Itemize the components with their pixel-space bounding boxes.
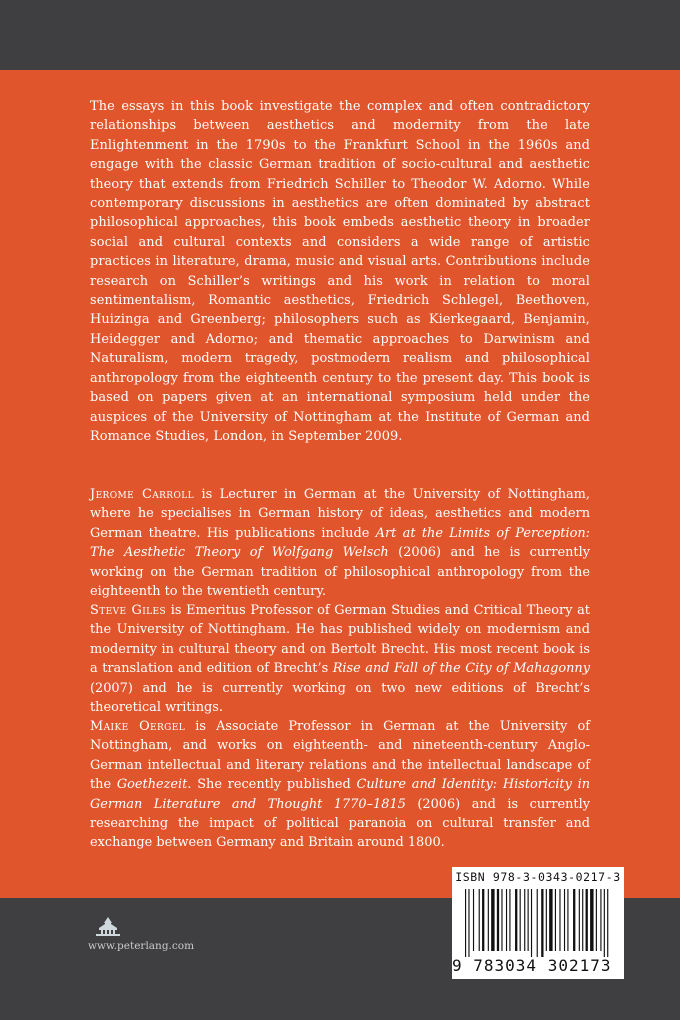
author-name: Steve Giles	[90, 603, 167, 618]
publisher-website: www.peterlang.com	[88, 940, 195, 952]
barcode-bar	[559, 889, 560, 951]
barcode-bar	[596, 889, 597, 951]
barcode-bar	[528, 889, 529, 951]
barcode-bars	[465, 889, 615, 957]
barcode-bar	[479, 889, 480, 951]
bio-text: is Associate Professor in German at the University of Nottingham, and works on eighteenth- and nineteenth-century Anglo-German intellectual and literary relations and the intellectual landscape of the	[90, 719, 590, 793]
barcode-bar	[509, 889, 510, 951]
barcode-bar	[515, 889, 517, 951]
barcode-bar	[488, 889, 489, 951]
barcode-bar	[582, 889, 583, 951]
barcode-bar	[600, 889, 601, 951]
author-bio-oergel	[90, 717, 590, 853]
barcode-bar	[573, 889, 575, 951]
barcode-bar	[506, 889, 507, 951]
barcode-bar	[524, 889, 525, 951]
book-title: Art at the Limits of Perception: The Aesthetic Theory of Wolfgang Welsch	[90, 525, 590, 561]
barcode-bar	[520, 889, 521, 951]
bio-text: (2006) and is currently researching the impact of political paranoia on cultural transfer and exchange between Germany and Britain around 1800.	[90, 796, 591, 851]
barcode-bar	[555, 889, 556, 951]
barcode-bar	[531, 889, 532, 957]
author-name: Jerome Carroll	[90, 487, 194, 502]
book-title: Rise and Fall of the City of Mahagonny	[332, 661, 590, 677]
isbn-barcode	[452, 867, 624, 979]
book-title: Culture and Identity: Historicity in German Literature and Thought 1770–1815	[90, 777, 591, 812]
author-bio-carroll	[90, 485, 590, 601]
peter-lang-temple-logo-icon	[93, 916, 123, 938]
barcode-bar	[465, 889, 466, 957]
bio-text: is Emeritus Professor of German Studies and Critical Theory at the University of Nottingham. He has published widely on modernism and modernity in cultural theory and on Bertolt Brecht. His most recent book is a translation and edition of Brecht’s	[90, 603, 590, 677]
isbn-label: ISBN 978-3-0343-0217-3	[455, 870, 621, 884]
author-bio-giles	[90, 601, 590, 717]
barcode-bar	[497, 889, 499, 951]
bio-text: (2006) and he is currently working on the German tradition of philosophical anthropology from the eighteenth to the twentieth century.	[90, 545, 591, 600]
barcode-bar	[586, 889, 588, 951]
barcode-bar	[549, 889, 552, 951]
barcode-bar	[473, 889, 474, 951]
bio-text: is Lecturer in German at the University of Nottingham, where he specialises in German history of ideas, aesthetics and modern German theatre. His publications include	[90, 487, 591, 541]
top-band	[0, 0, 680, 70]
bio-text: (2007) and he is currently working on two new editions of Brecht’s theoretical writings.	[90, 680, 590, 716]
barcode-bar	[501, 889, 502, 951]
barcode-bar	[604, 889, 605, 957]
barcode-bar	[537, 889, 538, 957]
barcode-bar	[468, 889, 469, 957]
bio-text: . She recently published	[187, 777, 357, 793]
barcode-bar	[607, 889, 608, 957]
barcode-bar	[567, 889, 568, 951]
barcode-bar	[546, 889, 547, 951]
barcode-bar	[590, 889, 593, 951]
barcode-bar	[541, 889, 543, 957]
barcode-bar	[482, 889, 484, 951]
author-name: Maike Oergel	[90, 719, 186, 734]
barcode-bar	[491, 889, 494, 951]
book-blurb: The essays in this book investigate the complex and often contradictory relationships between aesthetics and modernity from the late Enlightenment in the 1790s to the Frankfurt School in the 1960s and engage with the classic German tradition of socio-cultural and aesthetic theory that extends from Friedrich Schiller to Theodor W. Adorno. While contemporary discussions in aesthetics are often dominated by abstract philosophical approaches, this book embeds aesthetic theory in broader social and cultural contexts and considers a wide range of artistic practices in literature, drama, music and visual arts. Contributions include research on Schiller’s writings and his work in relation to moral sentimentalism, Romantic aesthetics, Friedrich Schlegel, Beethoven, Huizinga and Greenberg; philosophers such as Kierkegaard, Benjamin, Heidegger and Adorno; and thematic approaches to Darwinism and Naturalism, modern tragedy, postmodern realism and philosophical anthropology from the eighteenth century to the present day. This book is based on papers given at an international symposium held under the auspices of the University of Nottingham at the Institute of German and Romance Studies, London, in September 2009.	[90, 99, 590, 444]
barcode-bar	[564, 889, 565, 951]
book-title: Goethezeit	[116, 777, 188, 793]
ean-digits: 9 783034 302173	[452, 956, 612, 975]
barcode-bar	[579, 889, 580, 951]
